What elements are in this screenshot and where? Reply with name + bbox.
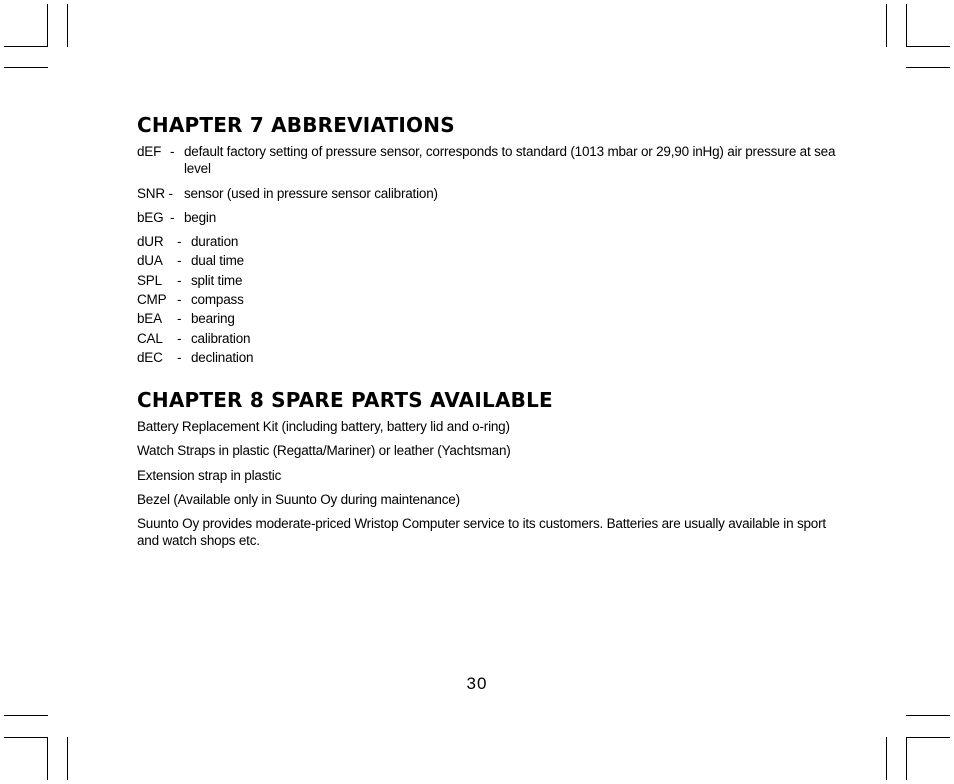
abbreviation-dash: - — [177, 273, 182, 288]
crop-mark — [4, 46, 48, 47]
abbreviation-item — [137, 185, 837, 202]
service-note: Suunto Oy provides moderate-priced Wristop Computer service to its customers. Batteries are usually available in sport and watch shops etc. — [137, 516, 826, 548]
abbreviation-item — [137, 143, 837, 177]
abbreviation-item — [137, 291, 837, 308]
crop-mark — [4, 737, 48, 738]
crop-mark — [4, 67, 48, 68]
abbreviation-item — [137, 233, 837, 250]
abbreviation-description: sensor (used in pressure sensor calibration) — [184, 186, 438, 201]
abbreviation-code: dEC — [137, 350, 163, 365]
abbreviation-description: compass — [191, 292, 244, 307]
abbreviation-dash: - — [177, 311, 182, 326]
spare-part-item: Watch Straps in plastic (Regatta/Mariner) or leather (Yachtsman) — [137, 443, 511, 458]
page-number: 30 — [466, 674, 488, 693]
spare-part-item: Bezel (Available only in Suunto Oy during maintenance) — [137, 492, 460, 507]
abbreviation-code: bEG — [137, 210, 164, 225]
crop-mark — [47, 737, 48, 780]
abbreviation-dash: - — [177, 350, 182, 365]
abbreviation-description: bearing — [191, 311, 235, 326]
crop-mark — [906, 737, 950, 738]
abbreviation-code: bEA — [137, 311, 162, 326]
chapter-8-title: CHAPTER 8 SPARE PARTS AVAILABLE — [137, 388, 553, 412]
abbreviation-item — [137, 272, 837, 289]
crop-mark — [67, 737, 68, 780]
crop-mark — [906, 46, 950, 47]
chapter-7-title: CHAPTER 7 ABBREVIATIONS — [137, 113, 455, 137]
abbreviation-description: default factory setting of pressure sensor, corresponds to standard (1013 mbar or 29,90 inHg) air pressure at sea level — [184, 144, 836, 176]
crop-mark — [906, 67, 950, 68]
abbreviation-dash: - — [177, 292, 182, 307]
abbreviation-item — [137, 252, 837, 269]
spare-part-item: Extension strap in plastic — [137, 468, 282, 483]
abbreviation-dash: - — [177, 331, 182, 346]
abbreviation-dash: - — [177, 234, 182, 249]
crop-mark — [906, 4, 907, 47]
abbreviation-code: SPL — [137, 273, 162, 288]
crop-mark — [886, 737, 887, 780]
abbreviation-item — [137, 209, 837, 226]
abbreviation-description: begin — [184, 210, 217, 225]
spare-part-item: Battery Replacement Kit (including battery, battery lid and o-ring) — [137, 419, 510, 434]
abbreviation-description: dual time — [191, 253, 244, 268]
abbreviation-code: SNR - — [137, 186, 173, 201]
abbreviation-dash: - — [170, 210, 175, 225]
abbreviation-description: duration — [191, 234, 239, 249]
crop-mark — [4, 715, 48, 716]
crop-mark — [47, 4, 48, 47]
abbreviation-dash: - — [177, 253, 182, 268]
crop-mark — [67, 4, 68, 47]
abbreviation-description: calibration — [191, 331, 251, 346]
abbreviation-item — [137, 310, 837, 327]
abbreviation-code: dEF — [137, 144, 162, 159]
crop-mark — [906, 715, 950, 716]
abbreviation-item — [137, 330, 837, 347]
abbreviation-code: CAL — [137, 331, 163, 346]
abbreviation-dash: - — [170, 144, 175, 159]
abbreviation-code: dUR — [137, 234, 164, 249]
abbreviation-description: declination — [191, 350, 254, 365]
crop-mark — [886, 4, 887, 47]
abbreviation-code: CMP — [137, 292, 167, 307]
abbreviation-description: split time — [191, 273, 243, 288]
abbreviation-code: dUA — [137, 253, 163, 268]
crop-mark — [906, 737, 907, 780]
abbreviation-item — [137, 349, 837, 366]
